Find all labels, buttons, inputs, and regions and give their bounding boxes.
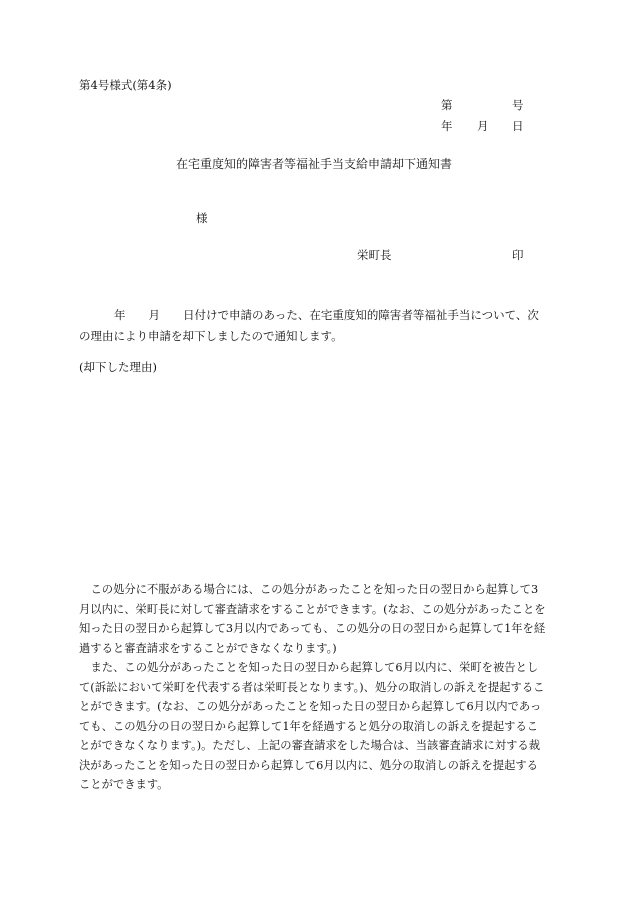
seal-mark: 印 — [512, 248, 524, 262]
rejection-reason-label: (却下した理由) — [79, 360, 157, 374]
document-number-suffix: 号 — [512, 98, 524, 112]
body-text: 日付けで申請のあった、在宅重度知的障害者等福祉手当について、次の理由により申請を却下しましたので通知します。 — [79, 308, 539, 343]
body-year-label: 年 — [114, 308, 126, 322]
body-month-label: 月 — [148, 308, 160, 322]
date-year-label: 年 — [441, 119, 453, 133]
notification-paragraph — [79, 305, 549, 347]
appeal-notice-paragraph-2: また、この処分があったことを知った日の翌日から起算して6月以内に、栄町を被告として(訴訟において栄町を代表する者は栄町長となります。)、処分の取消しの訴えを提起することができます。(なお、この処分があったことを知った日の翌日から起算して6月以内であっても、この処分の日の翌日から起算して1年を経過すると処分の取消しの訴えを提起することができなくなります。)。ただし、上記の審査請求をした場合は、当該審査請求に対する裁決があったことを知った日の翌日から起算して6月以内に、処分の取消しの訴えを提起することができます。 — [79, 661, 545, 791]
appeal-notice — [79, 580, 549, 795]
addressee-honorific: 様 — [196, 211, 208, 225]
form-number: 第4号様式(第4条) — [79, 78, 172, 92]
date-day-label: 日 — [512, 119, 524, 133]
document-number-prefix: 第 — [441, 98, 453, 112]
date-month-label: 月 — [477, 119, 489, 133]
issuer-name: 栄町長 — [357, 248, 392, 262]
appeal-notice-paragraph-1: この処分に不服がある場合には、この処分があったことを知った日の翌日から起算して3月以内に、栄町長に対して審査請求をすることができます。(なお、この処分があったことを知った日の翌日から起算して3月以内であっても、この処分の日の翌日から起算して1年を経過すると審査請求をすることができなくなります。) — [79, 583, 546, 655]
document-title: 在宅重度知的障害者等福祉手当支給申請却下通知書 — [176, 157, 453, 171]
